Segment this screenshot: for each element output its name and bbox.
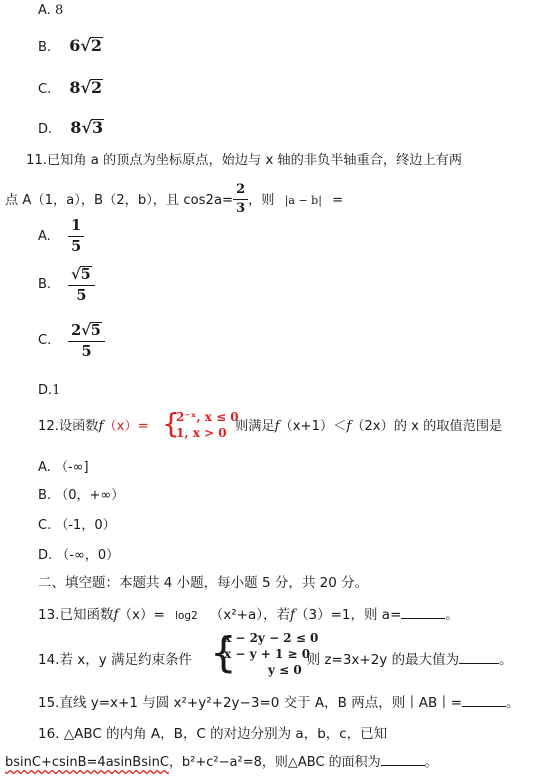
radical-expression: 8√3 xyxy=(70,118,104,137)
option-label: A. xyxy=(38,3,51,18)
q12-stem: 12.设函数f（x）= 则满足f（x+1）＜f（2x）的 x 的取值范围是 xyxy=(38,419,503,434)
section-heading: 二、填空题：本题共 4 小题，每小题 5 分，共 20 分。 xyxy=(38,575,369,591)
answer-blank xyxy=(459,663,499,664)
q11-line1: 11.已知角 a 的顶点为坐标原点，始边与 x 轴的非负半轴重合，终边上有两 xyxy=(26,153,463,168)
option-c: C. （-1，0） xyxy=(38,518,116,533)
option-b: B. （0，+∞） xyxy=(38,488,125,503)
option-a xyxy=(38,3,63,18)
option-value: 8 xyxy=(54,3,64,18)
constraint-1: x − 2y − 2 ≤ 0 xyxy=(224,631,319,645)
fraction: $\frac{2√5}{5}$ xyxy=(68,322,105,360)
option-label: D. xyxy=(38,122,53,137)
option-label: B. xyxy=(38,277,52,293)
constraint-2: x − y + 1 ≥ 0 xyxy=(224,647,311,661)
answer-blank xyxy=(381,765,425,766)
q16-line1: 16. △ABC 的内角 A，B，C 的对边分别为 a，b，c，已知 xyxy=(38,726,388,742)
case-2: 1, x > 0 xyxy=(176,426,227,440)
q15: 15.直线 y=x+1 与圆 x²+y²+2y−3=0 交于 A，B 两点，则丨AB丨= 。 xyxy=(38,695,520,711)
answer-blank xyxy=(462,706,506,707)
case-1: 2⁻ˣ, x ≤ 0 xyxy=(176,410,239,424)
option-label: B. xyxy=(38,40,52,55)
piecewise-function xyxy=(162,408,242,444)
option-a: A. （-∞] xyxy=(38,460,89,475)
abs-expression: |a − b| xyxy=(284,193,322,207)
option-d xyxy=(38,118,104,137)
option-b xyxy=(38,36,103,55)
constraint-system xyxy=(210,630,320,680)
q16-line2: bsinC+csinB=4asinBsinC，b²+c²−a²=8，则△ABC 的面积为 。 xyxy=(5,755,438,770)
q14: 14.若 x，y 满足约束条件 则 z=3x+2y 的最大值为 。 xyxy=(38,652,513,668)
brace: { xyxy=(162,407,180,440)
fraction: $\frac{2}{3}$ xyxy=(233,183,248,217)
option-d xyxy=(38,383,60,398)
q11-line2: 点 A（1，a），B（2，b），且 cos2a= $\frac{2}{3}$ ，则 |a − b| = xyxy=(5,182,344,217)
constraint-3: y ≤ 0 xyxy=(268,663,302,677)
q13: 13.已知函数f（x）= log2 （x²+a），若f（3）=1，则 a= 。 xyxy=(38,607,459,623)
option-a xyxy=(38,218,84,255)
fraction: $\frac{√5}{5}$ xyxy=(68,266,95,304)
option-label: D. xyxy=(38,383,53,398)
wavy-underlined-text: bsinC+csinB=4asinBsinC xyxy=(5,755,169,770)
radical-expression: 8√2 xyxy=(69,78,103,97)
radical-expression: 6√2 xyxy=(69,36,102,55)
option-label: C. xyxy=(38,333,52,349)
option-d: D. （-∞，0） xyxy=(38,548,120,563)
option-c xyxy=(38,78,103,97)
brace: { xyxy=(210,628,237,677)
option-c xyxy=(38,322,105,360)
option-label: A. xyxy=(38,228,51,244)
fraction: $\frac{1}{5}$ xyxy=(68,218,84,255)
option-b xyxy=(38,266,95,304)
option-label: C. xyxy=(38,82,52,97)
option-value: 1 xyxy=(52,383,61,398)
answer-blank xyxy=(401,618,445,619)
